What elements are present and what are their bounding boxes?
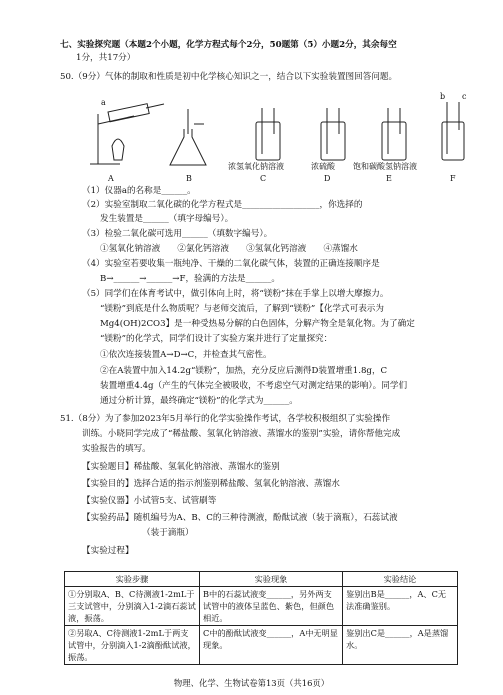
q50-5b: “镁粉”到底是什么物质呢？与老师交流后，了解到“镁粉”【化学式可表示为 [100,304,384,314]
cell-conclusion: 鉴别出C是______，A是蒸馏水。 [343,626,458,665]
q50-4b: B→______→______→F，验满的方法是______。 [100,274,280,284]
letter-f: F [450,174,456,183]
cell-step: ①分别取A、B、C待测液1-2mL于三支试管中，分别滴入1-2滴石蕊试液，振荡。 [65,587,200,626]
q51-stem-a: 51.（8分）为了参加2023年5月举行的化学实验操作考试，各学校积极组织了实验操作 [60,414,391,424]
mark-c: c [462,92,467,101]
q50-5d: “镁粉”的化学式，同学们设计了实验方案并进行了定量探究： [100,334,333,344]
table-row [65,587,458,626]
letter-d: D [324,174,331,183]
letter-e: E [386,174,392,183]
letter-c: C [260,174,267,183]
exp-instruments: 【实验仪器】小试管5支、试管刷等 [82,496,217,506]
q50-2a: （2）实验室制取二氧化碳的化学方程式是__________________，你选择的 [82,200,363,210]
page-footer: 物理、化学、生物试卷第13页（共16页） [173,678,330,688]
q50-5f: ②在A装置中加入14.2g“镁粉”，加热，充分反应后测得D装置增重1.8g，C [100,366,388,376]
experiment-table [64,571,458,665]
table-header-row [65,572,458,587]
q50-5a: （5）同学们在体育考试中，做引体向上时，将“镁粉”抹在手掌上以增大摩擦力。 [82,289,389,299]
q50-1: （1）仪器a的名称是______。 [82,186,196,196]
q50-4a: （4）实验室若要收集一瓶纯净、干燥的二氧化碳气体，装置的正确连接顺序是 [82,259,380,269]
section-note: 1分，共17分） [76,53,136,63]
apparatus-diagram [86,94,486,186]
cell-phenomenon: C中的酚酞试液变______，A中无明显现象。 [200,626,343,665]
cell-conclusion: 鉴别出B是______，A、C无法准确鉴别。 [343,587,458,626]
q50-stem: 50.（9分）气体的制取和性质是初中化学核心知识之一，结合以下实验装置图回答问题。 [60,72,398,82]
q50-5e: ①依次连接装置A→D→C，并检查其气密性。 [100,350,272,360]
exp-process: 【实验过程】 [82,546,134,556]
header-conclusion: 实验结论 [343,572,458,587]
q51-stem-c: 实验报告的填写。 [82,444,151,454]
cell-step: ②另取A、C待测液1-2mL于两支试管中，分别滴入1-2滴酚酞试液，振荡。 [65,626,200,665]
label-nahco3: 饱和碳酸氢钠溶液 [353,162,417,171]
mark-a: a [101,98,106,107]
section-title: 七、实验探究题（本题2个小题，化学方程式每个2分，50题第（5）小题2分，其余每空 [60,40,397,50]
exp-reagents-b: （装于滴瓶） [142,528,194,538]
letter-a: A [108,174,114,183]
exp-reagents-a: 【实验药品】随机编号为A、B、C的三种待测液，酚酞试液（装于滴瓶），石蕊试液 [82,513,398,523]
q50-5h: 通过分析计算，最终确定“镁粉”的化学式为______。 [100,396,298,406]
header-step: 实验步骤 [65,572,200,587]
q50-2b: 发生装置是______（填字母编号）。 [100,214,234,224]
exp-purpose: 【实验目的】选择合适的指示剂鉴别稀盐酸、氢氧化钠溶液、蒸馏水 [82,479,340,489]
q50-3: （3）检验二氧化碳可选用______（填数字编号）。 [82,229,273,239]
label-naoh: 浓氢氧化钠溶液 [228,162,284,171]
cell-phenomenon: B中的石蕊试液变______，另外两支试管中的液体呈蓝色、紫色，但颜色相近。 [200,587,343,626]
q50-5g: 装置增重4.4g（产生的气体完全被吸收，不考虑空气对测定结果的影响）。同学们 [100,381,408,391]
exp-title: 【实验题目】稀盐酸、氢氧化钠溶液、蒸馏水的鉴别 [82,462,280,472]
table-row [65,626,458,665]
mark-b: b [440,92,446,101]
label-h2so4: 浓硫酸 [311,162,335,171]
letter-b: B [186,174,192,183]
q50-5c: Mg4(OH)2CO3】是一种受热易分解的白色固体，分解产物全是氧化物。为了确定 [100,319,415,329]
header-phenomenon: 实验现象 [200,572,343,587]
q50-3-options: ①氢氧化钠溶液 ②氯化钙溶液 ③氢氧化钙溶液 ④蒸馏水 [100,244,358,254]
q51-stem-b: 训练。小晓同学完成了“稀盐酸、氢氧化钠溶液、蒸馏水的鉴别”实验，请你帮他完成 [82,429,401,439]
